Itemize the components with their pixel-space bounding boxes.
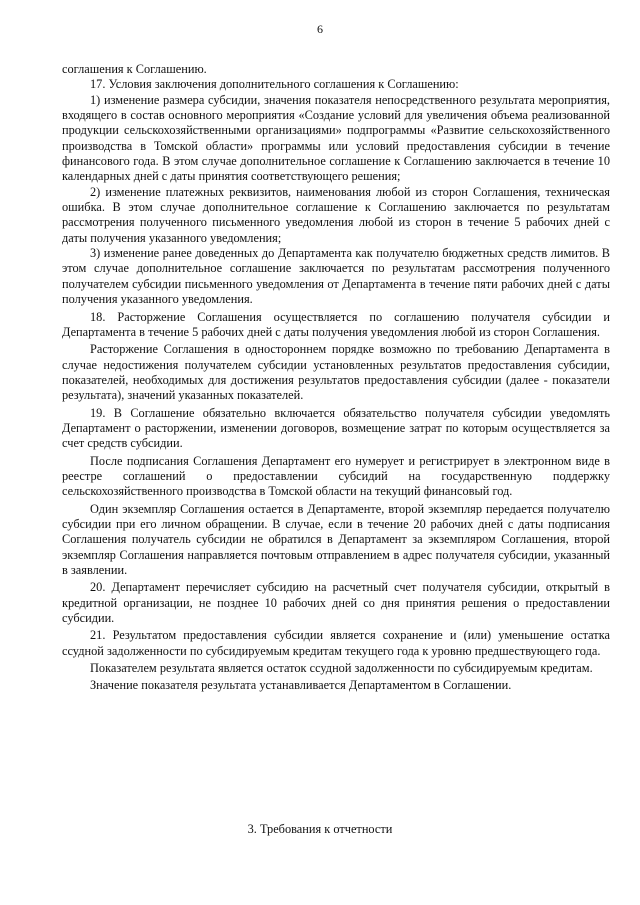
paragraph-17-item-1: 1) изменение размера субсидии, значения показателя непосредственного результата мероприятия, входящего в состав основного мероприятия «Создание условий для увеличения объема реализованной продукции сельскохозяйственными организациями» подпрограммы «Развитие сельскохозяйственного производства в Томской области» программы или условий предоставления субсидии в течение финансового года. В этом случае дополнительное соглашение к Соглашению заключается в течение 10 календарных дней с даты принятия соответствующего решения;: [62, 92, 610, 184]
paragraph-21: 21. Результатом предоставления субсидии является сохранение и (или) уменьшение остатка ссудной задолженности по субсидируемым кредитам текущего года к уровню предшествующего года.: [62, 628, 610, 658]
paragraph-21-indicator: Показателем результата является остаток ссудной задолженности по субсидируемым кредитам.: [90, 661, 593, 676]
page-number: 6: [317, 22, 323, 36]
paragraph-19-registration: После подписания Соглашения Департамент его нумерует и регистрирует в электронном виде в реестре соглашений о предоставлении субсидий на государственную поддержку сельскохозяйственного производства в Томской области на текущий финансовый год.: [62, 453, 610, 499]
paragraph-17-item-2: 2) изменение платежных реквизитов, наименования любой из сторон Соглашения, техническая ошибка. В этом случае дополнительное соглашение к Соглашению заключается по результатам рассмотрения полученного письменного уведомления любой из сторон в течение 5 рабочих дней с даты получения указанного уведомления;: [62, 184, 610, 245]
section-heading: 3. Требования к отчетности: [247, 822, 393, 836]
paragraph-17-item-3: 3) изменение ранее доведенных до Департамента как получателю бюджетных средств лимитов. В этом случае дополнительное соглашение заключается по результатам рассмотрения полученного получателем субсидии письменного уведомления от Департамента в течение пяти рабочих дней с даты получения указанного уведомления.: [62, 246, 610, 307]
paragraph-19: 19. В Соглашение обязательно включается обязательство получателя субсидии уведомлять Департамент о расторжении, изменении договоров, возмещение затрат по которым осуществляется за счет средств субсидии.: [62, 405, 610, 451]
paragraph-18-termination: Расторжение Соглашения в одностороннем порядке возможно по требованию Департамента в случае недостижения получателем субсидии установленных результатов предоставления субсидии, показателей, необходимых для достижения результатов предоставления субсидии (далее - показатели результата), значений указанных показателей.: [62, 342, 610, 403]
paragraph-17: 17. Условия заключения дополнительного соглашения к Соглашению:: [90, 77, 459, 92]
paragraph-21-value: Значение показателя результата устанавливается Департаментом в Соглашении.: [90, 678, 512, 693]
paragraph-19-copies: Один экземпляр Соглашения остается в Департаменте, второй экземпляр передается получателю субсидии при его личном обращении. В случае, если в течение 20 рабочих дней с даты подписания Соглашения получатель субсидии не обратился в Департамент за экземпляром Соглашения, второй экземпляр Соглашения направляется почтовым отправлением в адрес получателя субсидии, указанный в заявлении.: [62, 501, 610, 577]
document-body: [62, 62, 610, 694]
paragraph-18: 18. Расторжение Соглашения осуществляется по соглашению получателя субсидии и Департамента в течение 5 рабочих дней с даты получения уведомления любой из сторон Соглашения.: [62, 309, 610, 339]
paragraph-20: 20. Департамент перечисляет субсидию на расчетный счет получателя субсидии, открытый в кредитной организации, не позднее 10 рабочих дней со дня принятия решения о предоставлении субсидии.: [62, 580, 610, 626]
paragraph-continuation: соглашения к Соглашению.: [62, 62, 207, 76]
